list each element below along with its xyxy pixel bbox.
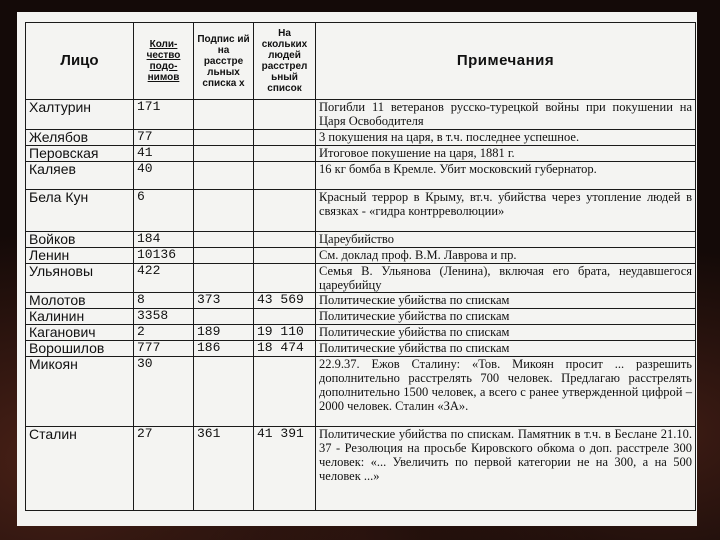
row-people: 19 110 bbox=[254, 325, 316, 341]
row-name: Бела Кун bbox=[26, 190, 134, 232]
row-name: Халтурин bbox=[26, 100, 134, 130]
row-signed: 189 bbox=[194, 325, 254, 341]
row-note: См. доклад проф. В.М. Лаврова и пр. bbox=[316, 248, 696, 264]
data-table bbox=[25, 22, 696, 511]
row-note: Семья В. Ульянова (Ленина), включая его брата, неудавшегося цареубийцу bbox=[316, 264, 696, 293]
table-row bbox=[26, 309, 696, 325]
row-count: 40 bbox=[134, 162, 194, 190]
row-people bbox=[254, 100, 316, 130]
row-name: Сталин bbox=[26, 427, 134, 511]
row-name: Ленин bbox=[26, 248, 134, 264]
row-signed: 361 bbox=[194, 427, 254, 511]
row-signed bbox=[194, 264, 254, 293]
table-row bbox=[26, 100, 696, 130]
row-note: 16 кг бомба в Кремле. Убит московский губернатор. bbox=[316, 162, 696, 190]
row-note: Красный террор в Крыму, вт.ч. убийства через утопление людей в связках - «гидра контрреволюции» bbox=[316, 190, 696, 232]
table-row bbox=[26, 162, 696, 190]
row-count: 171 bbox=[134, 100, 194, 130]
row-name: Войков bbox=[26, 232, 134, 248]
row-signed bbox=[194, 130, 254, 146]
row-count: 6 bbox=[134, 190, 194, 232]
table-row bbox=[26, 325, 696, 341]
table-row bbox=[26, 232, 696, 248]
table-row bbox=[26, 248, 696, 264]
row-signed bbox=[194, 162, 254, 190]
header-count: Коли-чество подо-нимов bbox=[134, 23, 194, 100]
row-name: Каганович bbox=[26, 325, 134, 341]
row-signed: 373 bbox=[194, 293, 254, 309]
row-people bbox=[254, 232, 316, 248]
row-signed bbox=[194, 309, 254, 325]
row-name: Желябов bbox=[26, 130, 134, 146]
row-name: Ульяновы bbox=[26, 264, 134, 293]
table-row bbox=[26, 146, 696, 162]
document-sheet bbox=[17, 12, 697, 526]
table-row bbox=[26, 130, 696, 146]
row-people: 43 569 bbox=[254, 293, 316, 309]
row-signed bbox=[194, 248, 254, 264]
row-people bbox=[254, 190, 316, 232]
header-name: Лицо bbox=[26, 23, 134, 100]
row-signed bbox=[194, 146, 254, 162]
row-note: Политические убийства по спискам bbox=[316, 309, 696, 325]
row-signed bbox=[194, 100, 254, 130]
row-name: Микоян bbox=[26, 357, 134, 427]
row-note: 22.9.37. Ежов Сталину: «Тов. Микоян просит ... разрешить дополнительно расстрелять 700 человек. Предлагаю расстрелять дополнительно 1500 человек, а всего с ранее утвержденной цифрой – 2000 человек. Сталин «ЗА». bbox=[316, 357, 696, 427]
row-count: 3358 bbox=[134, 309, 194, 325]
row-signed bbox=[194, 357, 254, 427]
row-count: 77 bbox=[134, 130, 194, 146]
row-note: Погибли 11 ветеранов русско-турецкой войны при покушении на Царя Освободителя bbox=[316, 100, 696, 130]
row-note: Политические убийства по спискам bbox=[316, 325, 696, 341]
row-name: Молотов bbox=[26, 293, 134, 309]
header-signed: Подпис ий на расстре льных списка х bbox=[194, 23, 254, 100]
row-name: Перовская bbox=[26, 146, 134, 162]
row-count: 10136 bbox=[134, 248, 194, 264]
header-notes: Примечания bbox=[316, 23, 696, 100]
row-people bbox=[254, 264, 316, 293]
row-people: 41 391 bbox=[254, 427, 316, 511]
table-row bbox=[26, 190, 696, 232]
row-count: 777 bbox=[134, 341, 194, 357]
row-note: 3 покушения на царя, в т.ч. последнее успешное. bbox=[316, 130, 696, 146]
table-row bbox=[26, 293, 696, 309]
table-row bbox=[26, 264, 696, 293]
row-note: Итоговое покушение на царя, 1881 г. bbox=[316, 146, 696, 162]
row-count: 2 bbox=[134, 325, 194, 341]
header-people: На скольких людей расстрел ьный список bbox=[254, 23, 316, 100]
row-people bbox=[254, 130, 316, 146]
row-note: Политические убийства по спискам. Памятник в т.ч. в Беслане 21.10. 37 - Резолюция на просьбе Кировского обкома о доп. расстреле 300 человек: «... Увеличить по первой категории не на 300, а на 500 человек ...» bbox=[316, 427, 696, 511]
row-people bbox=[254, 248, 316, 264]
table-row bbox=[26, 357, 696, 427]
row-count: 422 bbox=[134, 264, 194, 293]
table-row bbox=[26, 341, 696, 357]
row-people bbox=[254, 146, 316, 162]
row-people bbox=[254, 309, 316, 325]
row-count: 41 bbox=[134, 146, 194, 162]
row-note: Цареубийство bbox=[316, 232, 696, 248]
row-note: Политические убийства по спискам bbox=[316, 293, 696, 309]
row-name: Каляев bbox=[26, 162, 134, 190]
row-count: 8 bbox=[134, 293, 194, 309]
table-row bbox=[26, 427, 696, 511]
row-name: Калинин bbox=[26, 309, 134, 325]
row-count: 27 bbox=[134, 427, 194, 511]
row-signed bbox=[194, 190, 254, 232]
row-note: Политические убийства по спискам bbox=[316, 341, 696, 357]
row-people bbox=[254, 357, 316, 427]
row-count: 30 bbox=[134, 357, 194, 427]
row-people bbox=[254, 162, 316, 190]
row-count: 184 bbox=[134, 232, 194, 248]
row-signed bbox=[194, 232, 254, 248]
row-signed: 186 bbox=[194, 341, 254, 357]
row-name: Ворошилов bbox=[26, 341, 134, 357]
row-people: 18 474 bbox=[254, 341, 316, 357]
table-header-row bbox=[26, 23, 696, 100]
